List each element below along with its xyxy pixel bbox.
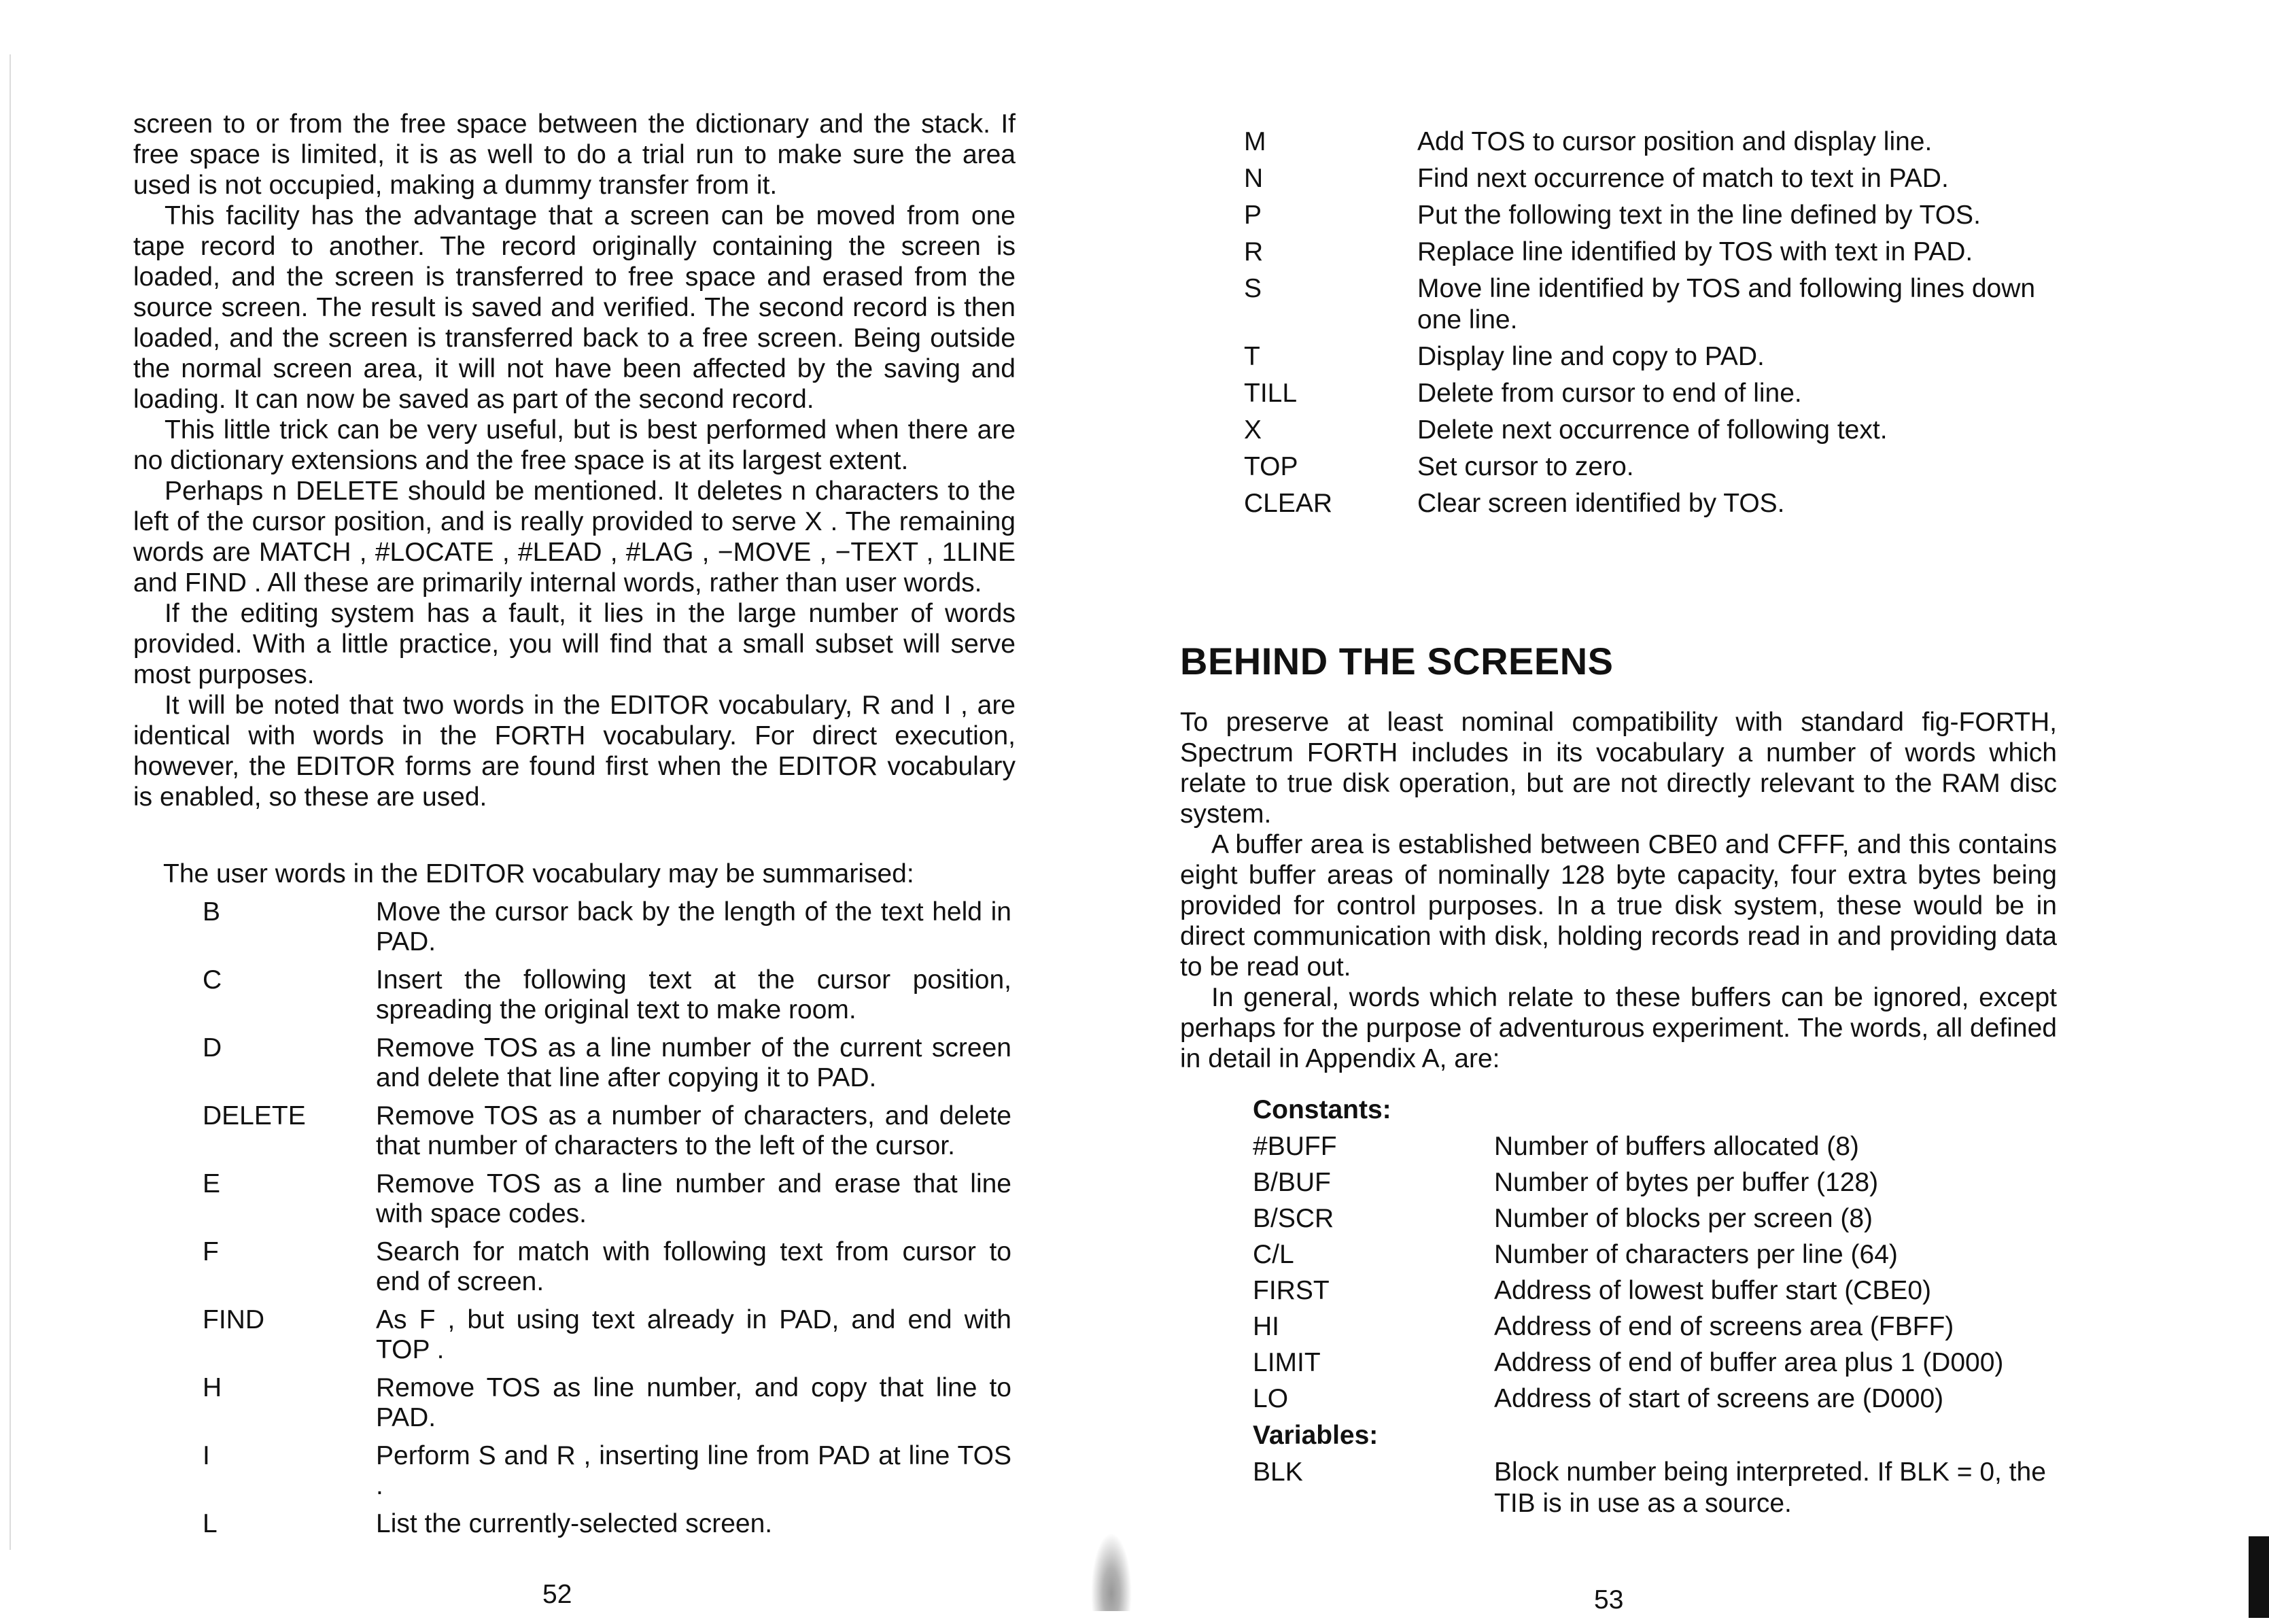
- command-description: Put the following text in the line defined by TOS.: [1417, 201, 1981, 230]
- command-row: [1244, 200, 2060, 231]
- word-description: Address of end of buffer area plus 1 (D000): [1494, 1348, 2004, 1377]
- command-description: As F , but using text already in PAD, and end with TOP .: [376, 1305, 1011, 1364]
- page-number: 52: [542, 1580, 572, 1609]
- command-description: Perform S and R , inserting line from PAD at line TOS .: [376, 1441, 1011, 1500]
- summary-intro: The user words in the EDITOR vocabulary may be summarised:: [163, 859, 914, 888]
- constant-row: [1253, 1383, 2068, 1415]
- command-description: Remove TOS as line number, and copy that line to PAD.: [376, 1373, 1011, 1432]
- command-key: R: [1244, 237, 1264, 266]
- page-edge-mark: [2249, 1536, 2269, 1618]
- constant-row: [1253, 1203, 2068, 1234]
- left-body-text: [133, 109, 1016, 812]
- command-key: P: [1244, 201, 1262, 230]
- word-key: BLK: [1253, 1457, 1303, 1487]
- word-description: Number of buffers allocated (8): [1494, 1132, 1859, 1161]
- command-description: Delete next occurrence of following text.: [1417, 415, 1888, 445]
- word-description: Number of characters per line (64): [1494, 1240, 1898, 1269]
- command-row: [203, 965, 1011, 1025]
- paragraph: A buffer area is established between CBE0 and CFFF, and this contains eight buffer areas of nominally 128 byte capacity, four extra bytes being provided for control purposes. In a true disk system, these would be in direct communication with disk, holding records read in and providing data to be read out.: [1180, 830, 2057, 982]
- command-row: [203, 1509, 1011, 1539]
- editor-command-list: [203, 897, 1011, 1547]
- command-row: [1244, 341, 2060, 373]
- command-row: [203, 1441, 1011, 1501]
- command-row: [203, 1033, 1011, 1093]
- section-heading: BEHIND THE SCREENS: [1180, 640, 1614, 683]
- page-52: [0, 0, 1115, 1624]
- command-description: Display line and copy to PAD.: [1417, 342, 1765, 371]
- command-key: T: [1244, 342, 1260, 371]
- command-key: FIND: [203, 1305, 264, 1334]
- command-row: [1244, 378, 2060, 409]
- paragraph: Perhaps n DELETE should be mentioned. It deletes n characters to the left of the cursor position, and is really provided to serve X . The remaining words are MATCH , #LOCATE , #LEAD , #LAG , −MOVE , −TEXT , 1LINE and FIND . All these are primarily internal words, rather than user words.: [133, 477, 1016, 598]
- paragraph: It will be noted that two words in the EDITOR vocabulary, R and I , are identical with words in the FORTH vocabulary. For direct execution, however, the EDITOR forms are found first when the EDITOR vocabulary is enabled, so these are used.: [133, 691, 1016, 812]
- word-key: B/BUF: [1253, 1168, 1331, 1197]
- command-description: Move line identified by TOS and following lines down one line.: [1417, 274, 2036, 334]
- word-description: Address of lowest buffer start (CBE0): [1494, 1276, 1932, 1305]
- command-description: Delete from cursor to end of line.: [1417, 379, 1802, 408]
- word-key: C/L: [1253, 1240, 1294, 1269]
- command-row: [203, 1101, 1011, 1161]
- command-description: Find next occurrence of match to text in PAD.: [1417, 164, 1949, 193]
- paragraph: To preserve at least nominal compatibility with standard fig-FORTH, Spectrum FORTH includes in its vocabulary a number of words which relate to true disk operation, but are not directly relevant to the RAM disc system.: [1180, 708, 2057, 829]
- command-description: Remove TOS as a number of characters, and delete that number of characters to the left of the cursor.: [376, 1101, 1011, 1160]
- word-key: HI: [1253, 1312, 1279, 1341]
- word-description: Address of start of screens are (D000): [1494, 1384, 1944, 1413]
- page-number: 53: [1594, 1585, 1624, 1614]
- variable-row: [1253, 1457, 2068, 1519]
- command-key: E: [203, 1169, 221, 1198]
- command-key: M: [1244, 127, 1266, 156]
- command-key: I: [203, 1441, 210, 1470]
- paragraph: In general, words which relate to these buffers can be ignored, except perhaps for the purpose of adventurous experiment. The words, all defined in detail in Appendix A, are:: [1180, 983, 2057, 1073]
- command-description: Remove TOS as a line number and erase that line with space codes.: [376, 1169, 1011, 1228]
- word-description: Number of bytes per buffer (128): [1494, 1168, 1879, 1197]
- paragraph: screen to or from the free space between the dictionary and the stack. If free space is limited, it is as well to do a trial run to make sure the area used is not occupied, making a dummy transfer from it.: [133, 109, 1016, 200]
- command-key: N: [1244, 164, 1264, 193]
- paragraph: This little trick can be very useful, but is best performed when there are no dictionary extensions and the free space is at its largest extent.: [133, 415, 1016, 475]
- command-description: Search for match with following text from cursor to end of screen.: [376, 1237, 1011, 1296]
- word-key: FIRST: [1253, 1276, 1330, 1305]
- command-key: H: [203, 1373, 222, 1402]
- variables-label: Variables:: [1253, 1421, 1379, 1450]
- buffer-words-list: [1253, 1094, 2068, 1524]
- command-row: [1244, 451, 2060, 483]
- command-key: B: [203, 897, 221, 927]
- constant-row: [1253, 1347, 2068, 1379]
- command-key: DELETE: [203, 1101, 306, 1130]
- constant-row: [1253, 1167, 2068, 1198]
- command-description: Set cursor to zero.: [1417, 452, 1634, 481]
- command-row: [1244, 237, 2060, 268]
- constant-row: [1253, 1275, 2068, 1307]
- command-row: [203, 1237, 1011, 1297]
- command-row: [203, 1169, 1011, 1229]
- command-row: [1244, 163, 2060, 194]
- command-row: [1244, 415, 2060, 446]
- command-row: [1244, 488, 2060, 519]
- command-key: S: [1244, 274, 1262, 303]
- constants-label: Constants:: [1253, 1095, 1391, 1124]
- command-row: [203, 897, 1011, 957]
- word-description: Address of end of screens area (FBFF): [1494, 1312, 1954, 1341]
- command-row: [203, 1373, 1011, 1433]
- right-body-text: [1180, 707, 2057, 1074]
- command-key: F: [203, 1237, 219, 1266]
- word-key: LIMIT: [1253, 1348, 1321, 1377]
- command-key: D: [203, 1033, 222, 1062]
- command-row: [203, 1305, 1011, 1365]
- command-key: L: [203, 1509, 218, 1538]
- word-key: #BUFF: [1253, 1132, 1337, 1161]
- editor-command-list-continued: [1244, 126, 2060, 525]
- word-key: LO: [1253, 1384, 1289, 1413]
- command-key: TOP: [1244, 452, 1298, 481]
- command-description: Replace line identified by TOS with text in PAD.: [1417, 237, 1973, 266]
- command-description: Add TOS to cursor position and display line.: [1417, 127, 1933, 156]
- constant-row: [1253, 1239, 2068, 1271]
- command-description: Clear screen identified by TOS.: [1417, 489, 1785, 518]
- command-key: C: [203, 965, 222, 995]
- command-key: X: [1244, 415, 1262, 445]
- command-description: Remove TOS as a line number of the current screen and delete that line after copying it to PAD.: [376, 1033, 1011, 1092]
- constant-row: [1253, 1131, 2068, 1162]
- command-row: [1244, 273, 2060, 336]
- command-description: Move the cursor back by the length of the text held in PAD.: [376, 897, 1011, 956]
- paragraph: If the editing system has a fault, it lies in the large number of words provided. With a little practice, you will find that a small subset will serve most purposes.: [133, 599, 1016, 689]
- command-key: CLEAR: [1244, 489, 1333, 518]
- word-description: Number of blocks per screen (8): [1494, 1204, 1873, 1233]
- word-key: B/SCR: [1253, 1204, 1334, 1233]
- command-row: [1244, 126, 2060, 158]
- command-description: Insert the following text at the cursor position, spreading the original text to make room.: [376, 965, 1011, 1024]
- constant-row: [1253, 1311, 2068, 1343]
- paragraph: This facility has the advantage that a screen can be moved from one tape record to another. The record originally containing the screen is loaded, and the screen is transferred to free space and erased from the source screen. The result is saved and verified. The second record is then loaded, and the screen is transferred back to a free screen. Being outside the normal screen area, it will not have been affected by the saving and loading. It can now be saved as part of the second record.: [133, 201, 1016, 414]
- command-key: TILL: [1244, 379, 1298, 408]
- command-description: List the currently-selected screen.: [376, 1509, 773, 1538]
- word-description: Block number being interpreted. If BLK = 0, the TIB is in use as a source.: [1494, 1457, 2046, 1518]
